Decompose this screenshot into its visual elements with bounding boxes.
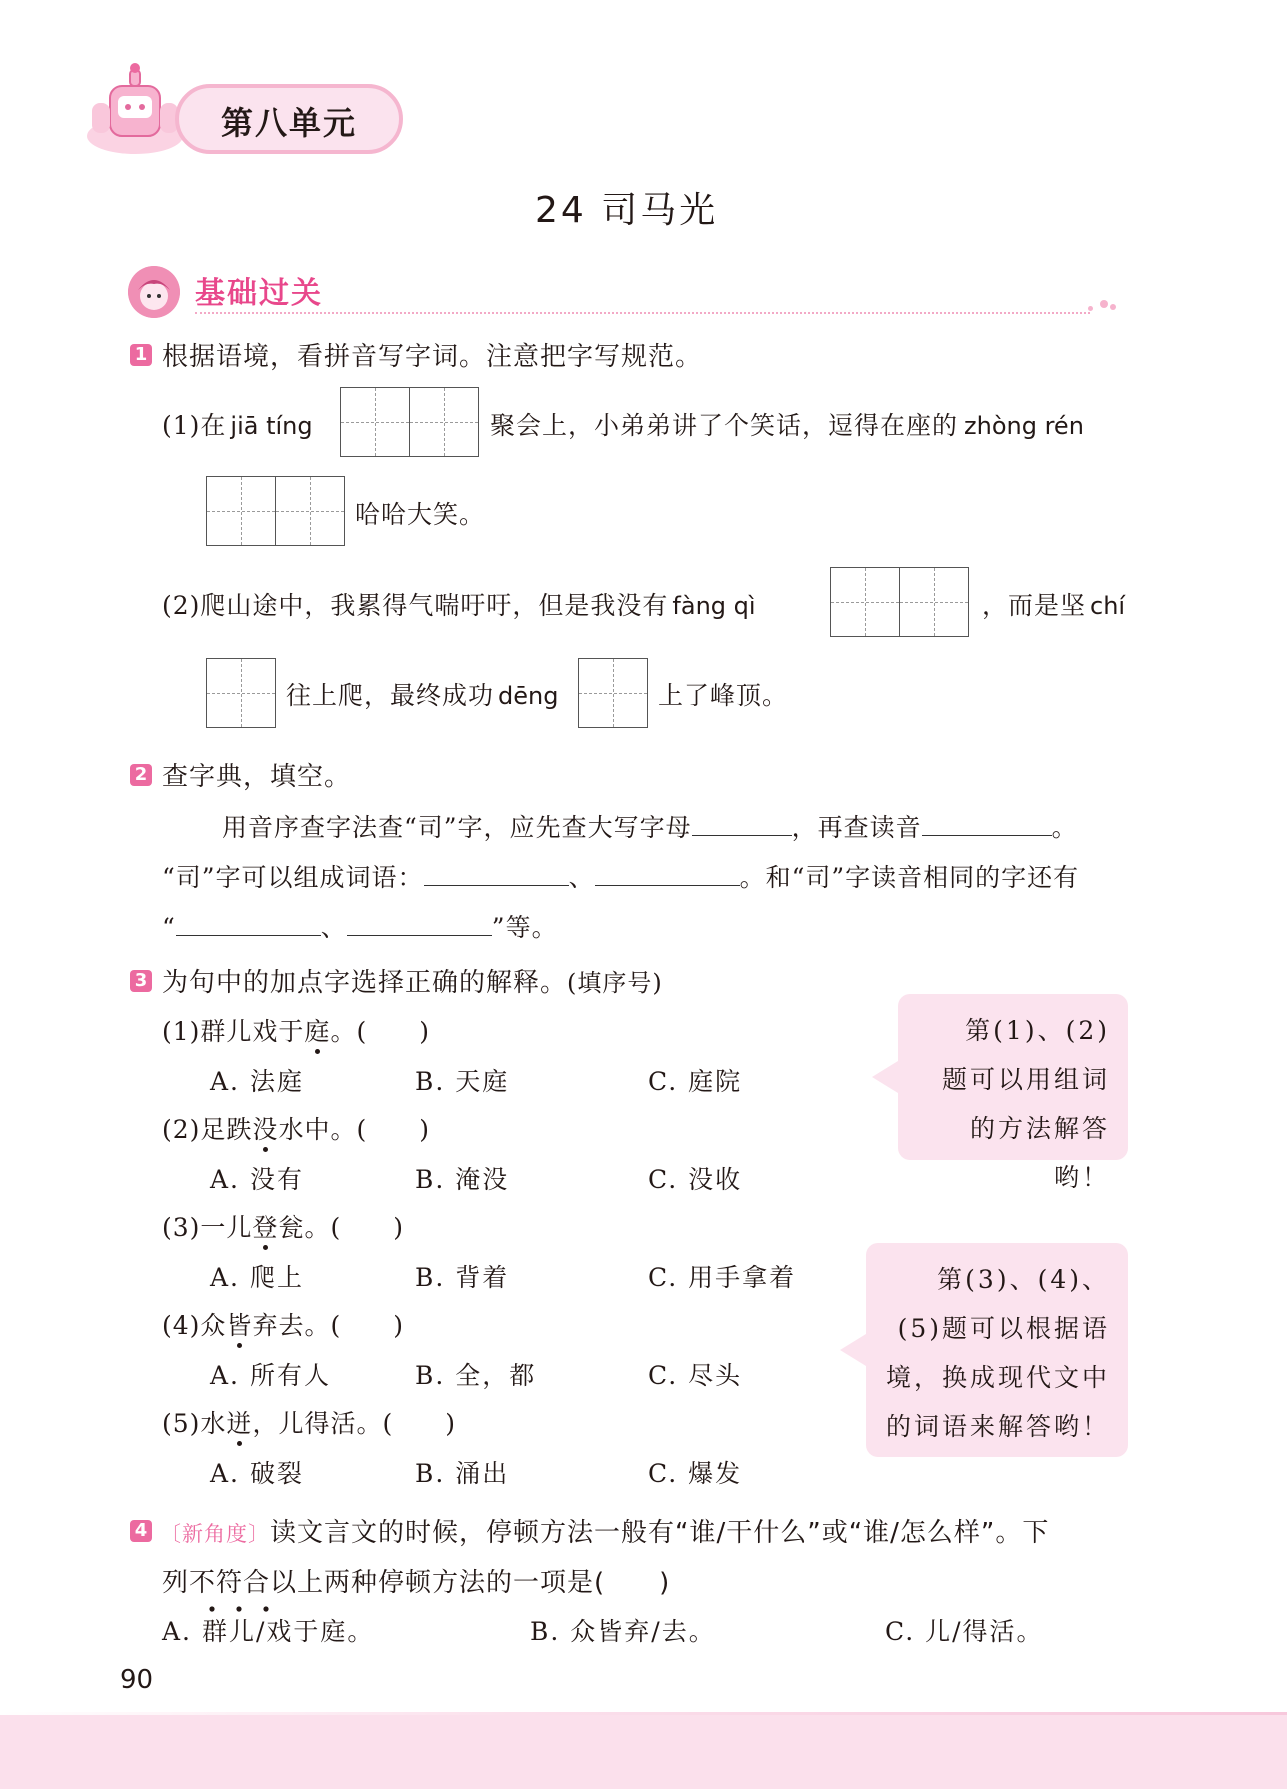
q3-item-4-option-c[interactable]: C. 尽头 <box>648 1361 743 1390</box>
answer-grid-deng[interactable] <box>578 658 648 728</box>
answer-grid-jiating[interactable] <box>340 387 479 457</box>
question-3-title: 为句中的加点字选择正确的解释。(填序号) <box>162 968 663 998</box>
answer-grid-fangqi[interactable] <box>830 567 969 637</box>
q2-line-3: “ 、 ”等。 <box>162 908 558 944</box>
q3-item-1: (1)群儿戏于庭。( ) <box>162 1017 430 1046</box>
blank-pinyin[interactable] <box>922 809 1052 836</box>
q3-item-4-option-a[interactable]: A. 所有人 <box>210 1361 331 1390</box>
blank-letter[interactable] <box>692 809 792 836</box>
robot-mascot-icon <box>80 58 190 162</box>
q1-s1-label: (1)在 jiā tíng <box>162 411 313 440</box>
lesson-title: 24 司马光 <box>535 190 719 231</box>
q3-item-2-option-c[interactable]: C. 没收 <box>648 1165 743 1194</box>
section-title: 基础过关 <box>195 276 323 311</box>
question-4-line-1: 〔新角度〕读文言文的时候，停顿方法一般有“谁/干什么”或“谁/怎么样”。下 <box>160 1518 1050 1548</box>
answer-grid-chi[interactable] <box>206 658 276 728</box>
q3-item-5-option-b[interactable]: B. 涌出 <box>415 1459 510 1488</box>
question-2-title: 查字典，填空。 <box>162 762 352 792</box>
unit-tab <box>175 84 403 154</box>
q3-item-2: (2)足跌没水中。( ) <box>162 1115 430 1144</box>
q3-item-1-option-c[interactable]: C. 庭院 <box>648 1067 743 1096</box>
girl-avatar-icon <box>128 266 180 318</box>
question-number-4: 4 <box>130 1520 152 1542</box>
q2-line-1: 用音序查字法查“司”字，应先查大写字母 ，再查读音 。 <box>222 808 1078 844</box>
q3-item-2-option-b[interactable]: B. 淹没 <box>415 1165 510 1194</box>
q3-item-3: (3)一儿登瓮。( ) <box>162 1213 404 1242</box>
q3-item-3-option-c[interactable]: C. 用手拿着 <box>648 1263 797 1292</box>
emphasis-dots <box>206 1597 286 1603</box>
question-1-title: 根据语境，看拼音写字词。注意把字写规范。 <box>162 342 703 372</box>
q3-item-5: (5)水迸，儿得活。( ) <box>162 1409 456 1438</box>
unit-label: 第八单元 <box>221 104 358 142</box>
q1-s2-mid: 往上爬，最终成功 dēng <box>286 681 559 710</box>
answer-grid-zhongren[interactable] <box>206 476 345 546</box>
q1-s2-label: (2)爬山途中，我累得气喘吁吁，但是我没有 fàng qì <box>162 591 756 620</box>
tip-bubble-1: 第(1)、(2) 题可以用组词 的方法解答哟！ <box>898 994 1128 1160</box>
footer-band <box>0 1715 1287 1789</box>
q3-item-1-option-b[interactable]: B. 天庭 <box>415 1067 510 1096</box>
q4-option-b[interactable]: B. 众皆弃/去。 <box>530 1617 716 1646</box>
question-number-2: 2 <box>130 764 152 786</box>
q4-option-c[interactable]: C. 儿/得活。 <box>885 1617 1044 1646</box>
q2-line-2: “司”字可以组成词语： 、 。和“司”字读音相同的字还有 <box>162 858 1079 894</box>
q3-item-3-option-a[interactable]: A. 爬上 <box>210 1263 304 1292</box>
q3-item-3-option-b[interactable]: B. 背着 <box>415 1263 510 1292</box>
blank-word-2[interactable] <box>595 859 740 886</box>
q1-s1-text: 聚会上，小弟弟讲了个笑话，逗得在座的 zhòng rén <box>490 411 1084 440</box>
blank-homophone-1[interactable] <box>176 909 321 936</box>
page-number: 90 <box>120 1665 154 1695</box>
question-number-1: 1 <box>130 344 152 366</box>
question-number-3: 3 <box>130 970 152 992</box>
q1-s2-end: 上了峰顶。 <box>658 681 789 710</box>
blank-word-1[interactable] <box>424 859 569 886</box>
q3-item-4-option-b[interactable]: B. 全，都 <box>415 1361 537 1390</box>
q3-item-2-option-a[interactable]: A. 没有 <box>210 1165 304 1194</box>
q1-s1-end: 哈哈大笑。 <box>355 500 486 529</box>
q4-option-a[interactable]: A. 群儿/戏于庭。 <box>162 1617 375 1646</box>
question-4-line-2: 列不符合以上两种停顿方法的一项是( ) <box>162 1568 671 1598</box>
q3-item-1-option-a[interactable]: A. 法庭 <box>210 1067 304 1096</box>
q3-item-5-option-a[interactable]: A. 破裂 <box>210 1459 304 1488</box>
q1-s2-text: ，而是坚 chí <box>982 591 1126 620</box>
tip-bubble-2: 第(3)、(4)、 (5)题可以根据语 境，换成现代文中 的词语来解答哟！ <box>866 1243 1128 1457</box>
section-divider <box>195 312 1090 314</box>
dotted-word: 不符合 <box>189 1568 271 1598</box>
blank-homophone-2[interactable] <box>347 909 492 936</box>
q3-item-5-option-c[interactable]: C. 爆发 <box>648 1459 743 1488</box>
q3-item-4: (4)众皆弃去。( ) <box>162 1311 404 1340</box>
new-angle-tag: 〔新角度〕 <box>160 1522 270 1546</box>
